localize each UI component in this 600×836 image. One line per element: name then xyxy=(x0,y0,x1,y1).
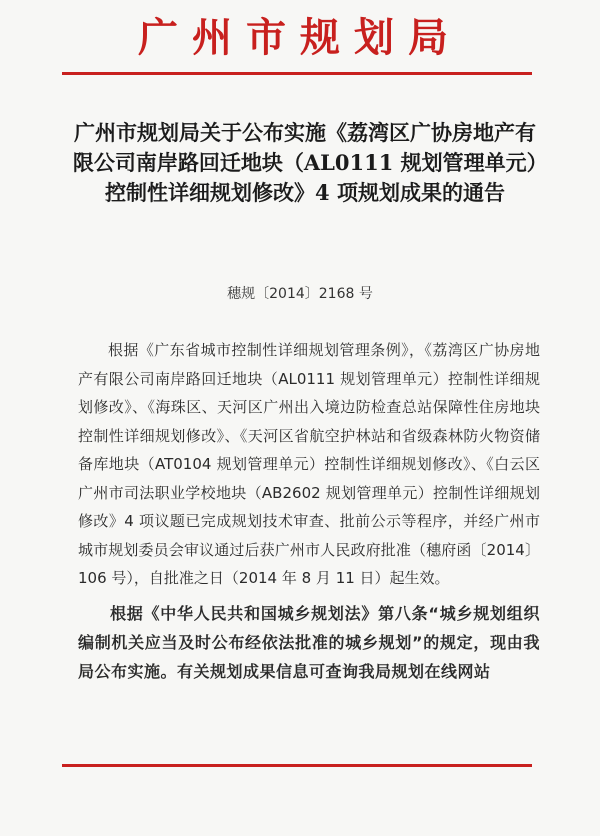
document-body xyxy=(78,336,540,692)
body-paragraph: 根据《中华人民共和国城乡规划法》第八条“城乡规划组织编制机关应当及时公布经依法批准的城乡规划”的规定，现由我局公布实施。有关规划成果信息可查询我局规划在线网站 xyxy=(78,603,540,681)
footer-red-rule xyxy=(62,764,532,767)
document-number: 穗规〔2014〕2168 号 xyxy=(227,286,373,302)
issuing-authority-header: 广州市规划局 xyxy=(138,14,462,61)
document-title: 广州市规划局关于公布实施《荔湾区广协房地产有限公司南岸路回迁地块（AL0111 规划管理单元）控制性详细规划修改》4 项规划成果的通告 xyxy=(72,120,538,205)
body-paragraph: 根据《广东省城市控制性详细规划管理条例》，《荔湾区广协房地产有限公司南岸路回迁地块（AL0111 规划管理单元）控制性详细规划修改》、《海珠区、天河区广州出入境边防检查总站保障性住房地块控制性详细规划修改》、《天河区省航空护林站和省级森林防火物资储备库地块（AT0104 规划管理单元）控制性详细规划修改》、《白云区广州市司法职业学校地块（AB2602 规划管理单元）控制性详细规划修改》4 项议题已完成规划技术审查、批前公示等程序，并经广州市城市规划委员会审议通过后获广州市人民政府批准（穗府函〔2014〕106 号），自批准之日（2014 年 8 月 11 日）起生效。 xyxy=(78,341,540,587)
header-red-rule xyxy=(62,72,532,75)
